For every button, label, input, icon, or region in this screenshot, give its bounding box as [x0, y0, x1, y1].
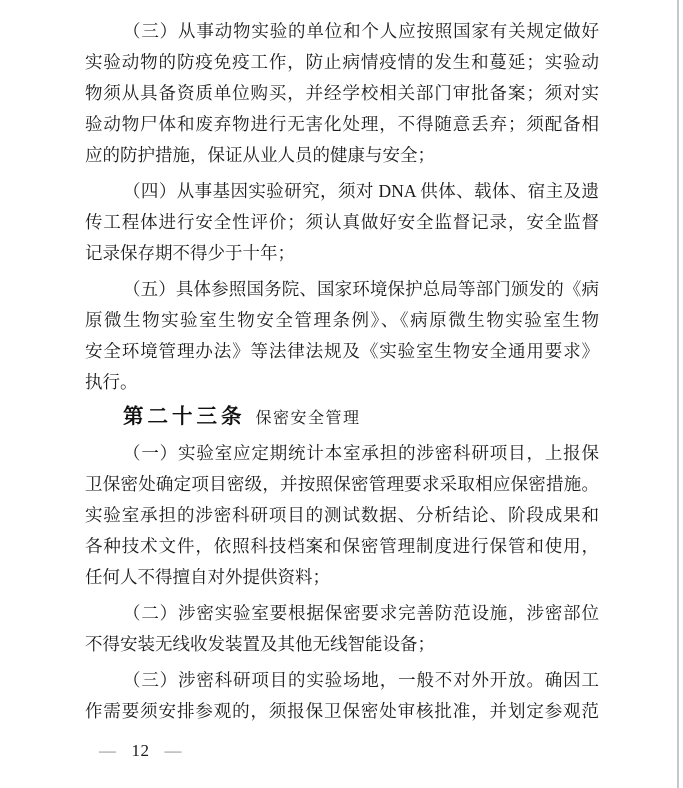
text-line: （二）涉密实验室要根据保密要求完善防范设施，涉密部位: [123, 603, 599, 623]
text-line: （四）从事基因实验研究，须对 DNA 供体、载体、宿主及遗: [123, 181, 599, 201]
page-number: 12: [131, 741, 150, 760]
text-line: 任何人不得擅自对外提供资料；: [85, 567, 330, 587]
text-line: 卫保密处确定项目密级，并按照保密管理要求采取相应保密措施。: [85, 474, 599, 494]
text-line: 实验动物的防疫免疫工作，防止病情疫情的发生和蔓延；实验动: [85, 52, 599, 72]
text-line: 安全环境管理办法》等法律法规及《实验室生物安全通用要求》: [85, 341, 599, 361]
article-number: 第二十三条: [123, 405, 246, 428]
section-heading: [85, 400, 599, 433]
footer-dash-right: —: [164, 741, 182, 760]
text-line: 不得安装无线收发装置及其他无线智能设备；: [85, 634, 435, 654]
page-right-edge-line: [677, 0, 679, 788]
page-footer: [99, 741, 182, 761]
text-line: 传工程体进行安全性评价；须认真做好安全监督记录，安全监督: [85, 212, 599, 232]
text-line: （五）具体参照国务院、国家环境保护总局等部门颁发的《病: [123, 279, 599, 299]
text-line: 各种技术文件，依照科技档案和保密管理制度进行保管和使用，: [85, 536, 599, 556]
text-line: 物须从具备资质单位购买，并经学校相关部门审批备案；须对实: [85, 83, 599, 103]
text-line: 原微生物实验室生物安全管理条例》、《病原微生物实验室生物: [85, 310, 599, 330]
text-line: （三）从事动物实验的单位和个人应按照国家有关规定做好: [123, 21, 599, 41]
text-line: 执行。: [85, 372, 138, 392]
text-line: 记录保存期不得少于十年；: [85, 243, 295, 263]
document-body: [85, 16, 599, 727]
text-line: （一）实验室应定期统计本室承担的涉密科研项目，上报保: [123, 443, 599, 463]
article-title: 保密安全管理: [255, 410, 361, 427]
text-line: 作需要须安排参观的，须报保卫保密处审核批准，并划定参观范: [85, 701, 599, 721]
text-line: 应的防护措施，保证从业人员的健康与安全；: [85, 145, 435, 165]
text-line: （三）涉密科研项目的实验场地，一般不对外开放。确因工: [123, 670, 599, 690]
text-line: 验动物尸体和废弃物进行无害化处理，不得随意丢弃；须配备相: [85, 114, 599, 134]
footer-dash-left: —: [99, 741, 117, 760]
text-line: 实验室承担的涉密科研项目的测试数据、分析结论、阶段成果和: [85, 505, 599, 525]
